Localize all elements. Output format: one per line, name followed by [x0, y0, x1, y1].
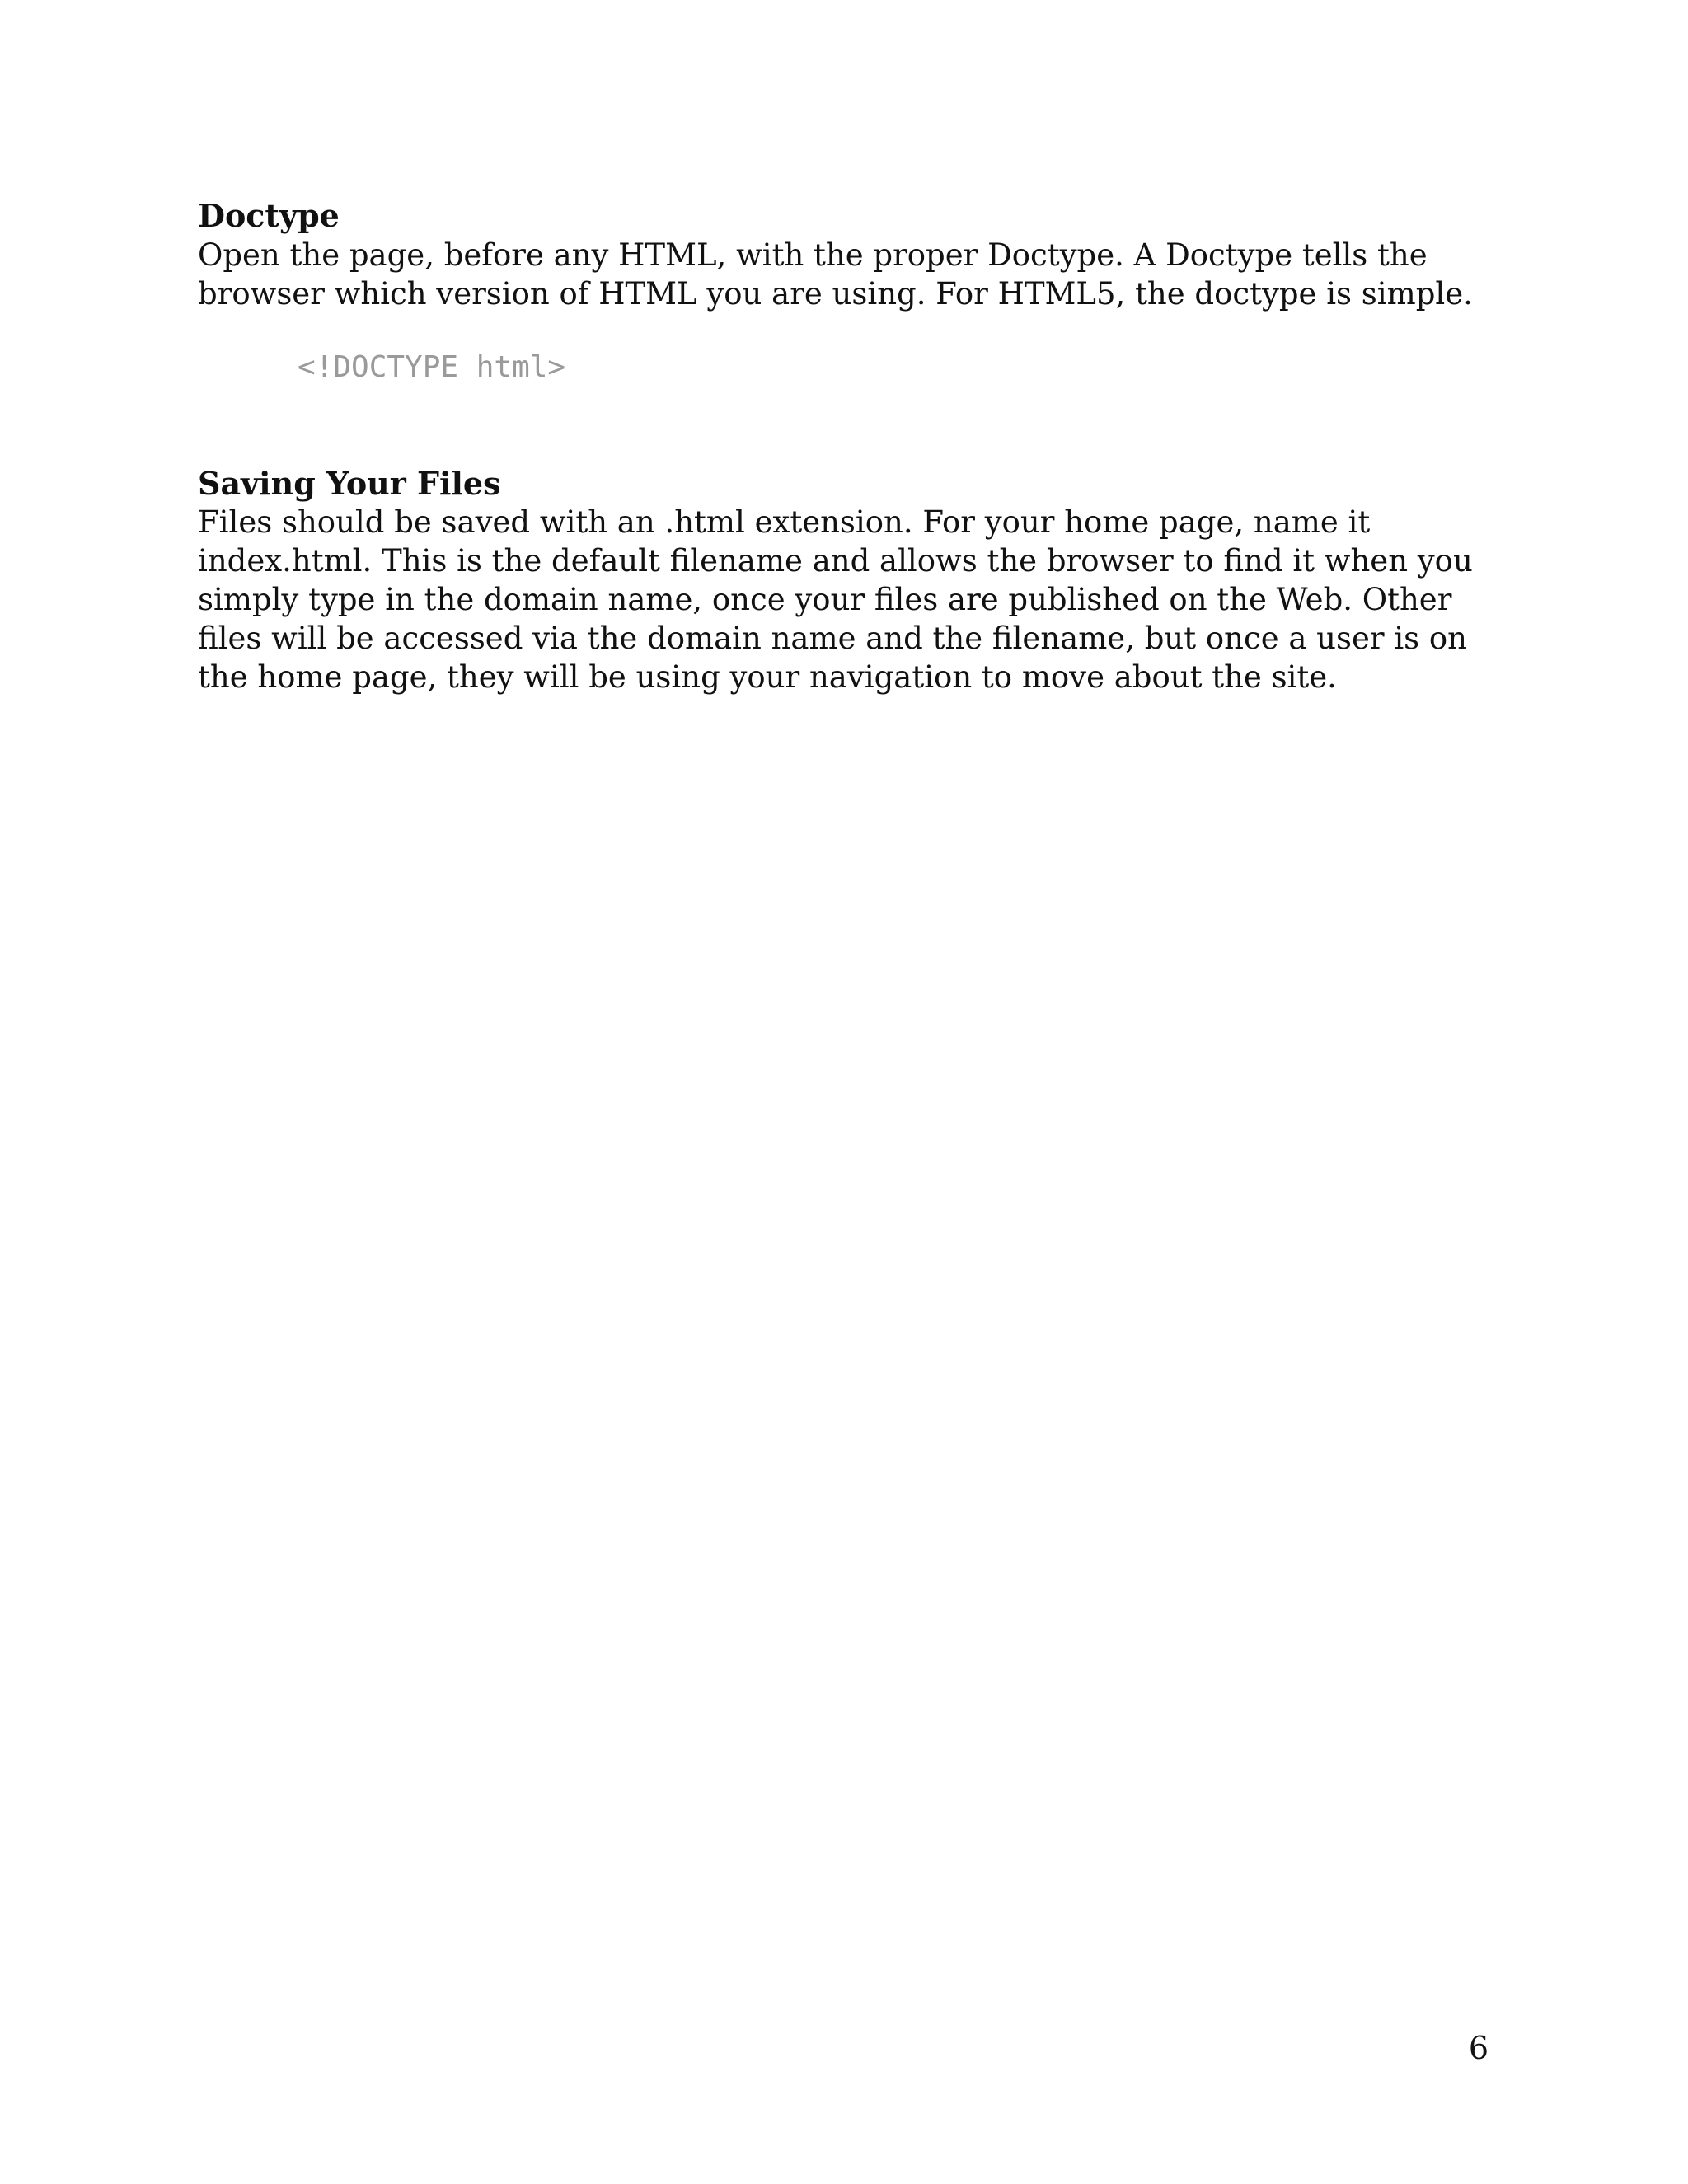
doctype-paragraph: Open the page, before any HTML, with the proper Doctype. A Doctype tells the browser which version of HTML you are using. For HTML5, the doctype is simple. [198, 237, 1473, 312]
doctype-heading: Doctype [198, 197, 340, 234]
doctype-code-sample: <!DOCTYPE html> [298, 349, 566, 384]
document-body [198, 196, 1492, 696]
saving-files-heading: Saving Your Files [198, 464, 501, 502]
saving-files-section [198, 464, 1492, 697]
doctype-section [198, 196, 1492, 385]
saving-files-paragraph: Files should be saved with an .html extension. For your home page, name it index.html. This is the default filename and allows the browser to find it when you simply type in the domain name, once your files are published on the Web. Other files will be accessed via the domain name and the filename, but once a user is on the home page, they will be using your navigation to move about the site. [198, 504, 1473, 696]
page-number: 6 [1468, 2030, 1489, 2066]
